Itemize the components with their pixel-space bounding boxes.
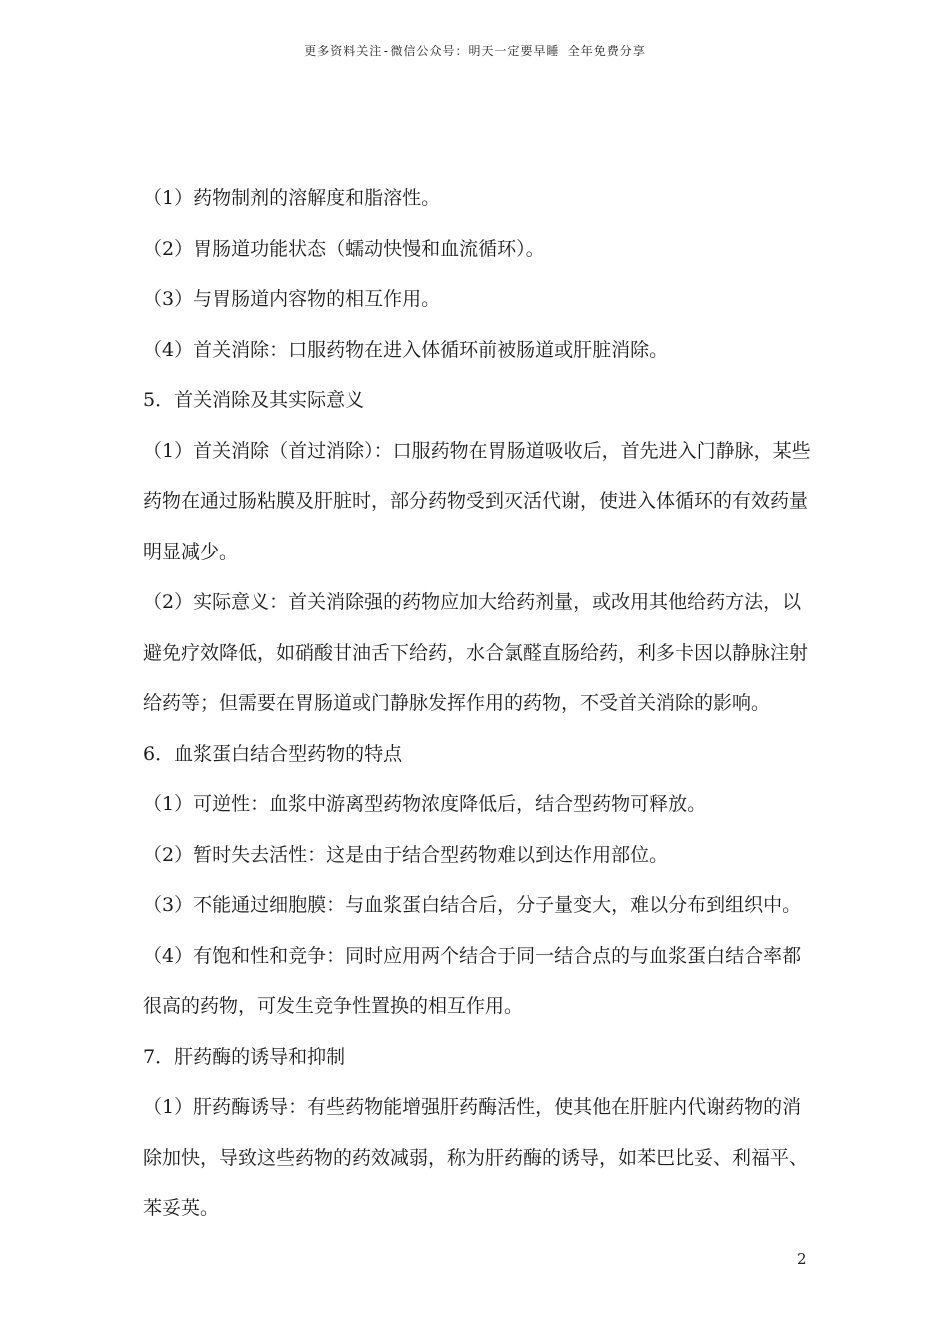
page-header: 更多资料关注-微信公众号：明天一定要早睡 全年免费分享 [304, 44, 646, 58]
text-line: （1）药物制剂的溶解度和脂溶性。 [143, 187, 441, 209]
text-line: 苯妥英。 [143, 1197, 220, 1219]
text-line: 避免疗效降低，如硝酸甘油舌下给药，水合氯醛直肠给药，利多卡因以静脉注射 [143, 641, 809, 664]
text-line: 明显减少。 [143, 540, 239, 563]
document-body [143, 178, 811, 1239]
text-line: （3）不能通过细胞膜：与血浆蛋白结合后，分子量变大，难以分布到组织中。 [143, 894, 802, 916]
text-line: （2）胃肠道功能状态（蠕动快慢和血流循环）。 [143, 237, 545, 260]
text-line: 除加快，导致这些药物的药效减弱，称为肝药酶的诱导，如苯巴比妥、利福平、 [143, 1146, 809, 1169]
section-heading: 7．肝药酶的诱导和抑制 [143, 1045, 346, 1068]
section-heading: 6．血浆蛋白结合型药物的特点 [143, 742, 403, 765]
page-number: 2 [797, 1250, 807, 1268]
text-line: 药物在通过肠粘膜及肝脏时，部分药物受到灭活代谢，使进入体循环的有效药量 [143, 490, 809, 512]
text-line: （3）与胃肠道内容物的相互作用。 [143, 288, 441, 310]
text-line: （2）实际意义：首关消除强的药物应加大给药剂量，或改用其他给药方法，以 [143, 591, 802, 613]
text-line: （4）有饱和性和竞争：同时应用两个结合于同一结合点的与血浆蛋白结合率都 [143, 944, 802, 967]
text-line: （1）肝药酶诱导：有些药物能增强肝药酶活性，使其他在肝脏内代谢药物的消 [143, 1096, 802, 1118]
text-line: 给药等；但需要在胃肠道或门静脉发挥作用的药物，不受首关消除的影响。 [143, 692, 771, 714]
text-line: （1）可逆性：血浆中游离型药物浓度降低后，结合型药物可释放。 [143, 793, 707, 815]
text-line: 很高的药物，可发生竞争性置换的相互作用。 [143, 995, 524, 1017]
section-heading: 5．首关消除及其实际意义 [143, 389, 365, 411]
text-line: （1）首关消除（首过消除）：口服药物在胃肠道吸收后，首先进入门静脉，某些 [143, 439, 811, 462]
text-line: （2）暂时失去活性：这是由于结合型药物难以到达作用部位。 [143, 843, 669, 866]
text-line: （4）首关消除：口服药物在进入体循环前被肠道或肝脏消除。 [143, 338, 669, 361]
